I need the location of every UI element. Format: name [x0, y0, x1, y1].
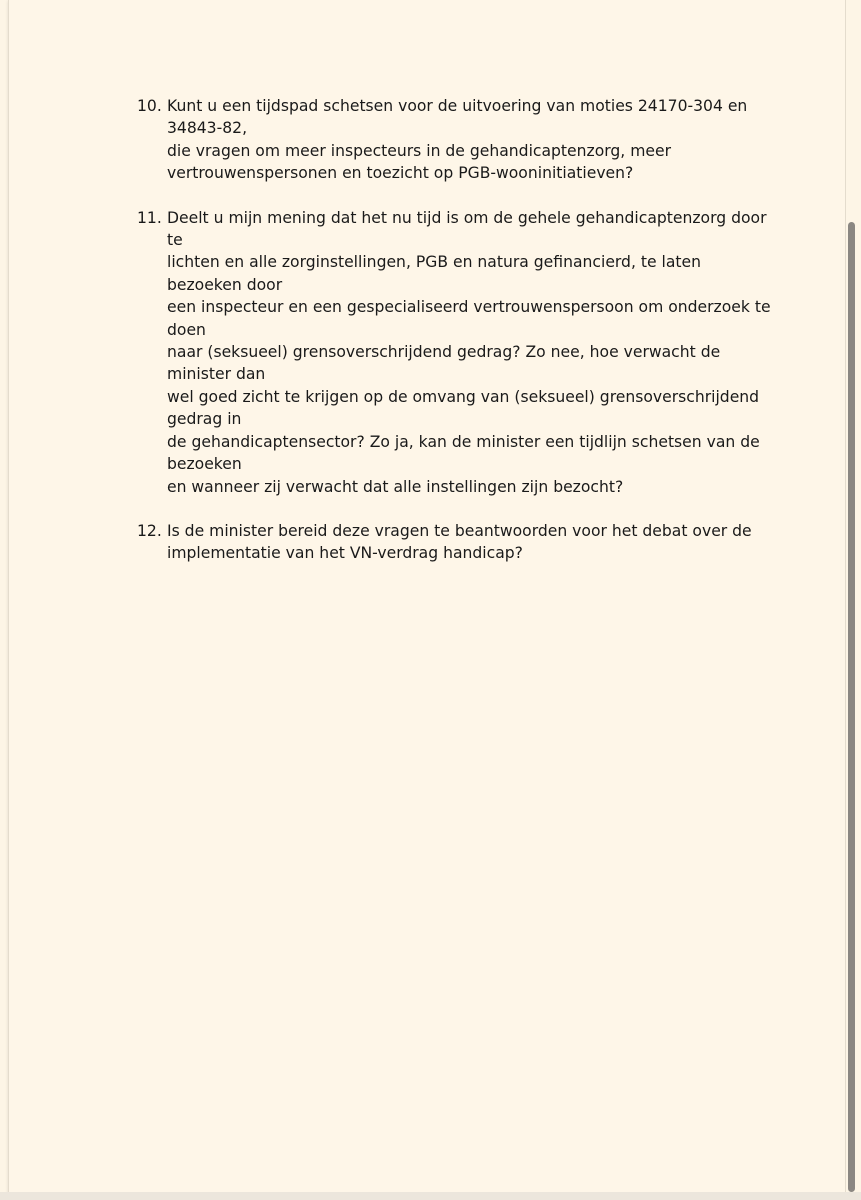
question-number: 10.	[137, 97, 162, 115]
question-text: Deelt u mijn mening dat het nu tijd is om de gehele gehandicaptenzorg door te lichten en alle zorginstellingen, PGB en natura gefinancierd, te laten bezoeken door een inspecteur en een gespecialiseerd vertrouwenspersoon om onderzoek te doen naar (seksueel) grensoverschrijdend gedrag? Zo nee, hoe verwacht de minister dan wel goed zicht te krijgen op de omvang van (seksueel) grensoverschrijdend gedrag in de gehandicaptensector? Zo ja, kan de minister een tijdlijn schetsen van de bezoeken en wanneer zij verwacht dat alle instellingen zijn bezocht?	[167, 208, 771, 496]
question-text: Kunt u een tijdspad schetsen voor de uitvoering van moties 24170-304 en 34843-82, die vragen om meer inspecteurs in de gehandicaptenzorg, meer vertrouwenspersonen en toezicht op PGB-wooninitiatieven?	[167, 97, 748, 183]
scrollbar-thumb[interactable]	[848, 222, 855, 1192]
question-item	[137, 207, 777, 498]
question-item	[137, 95, 777, 185]
question-number: 11.	[137, 208, 162, 227]
question-number: 12.	[137, 521, 162, 540]
question-item	[137, 520, 777, 565]
question-text: Is de minister bereid deze vragen te beantwoorden voor het debat over de implementatie van het VN-verdrag handicap?	[167, 521, 752, 563]
page-bottom-edge	[0, 1192, 861, 1200]
question-list	[137, 95, 777, 587]
document-page	[8, 0, 846, 1193]
